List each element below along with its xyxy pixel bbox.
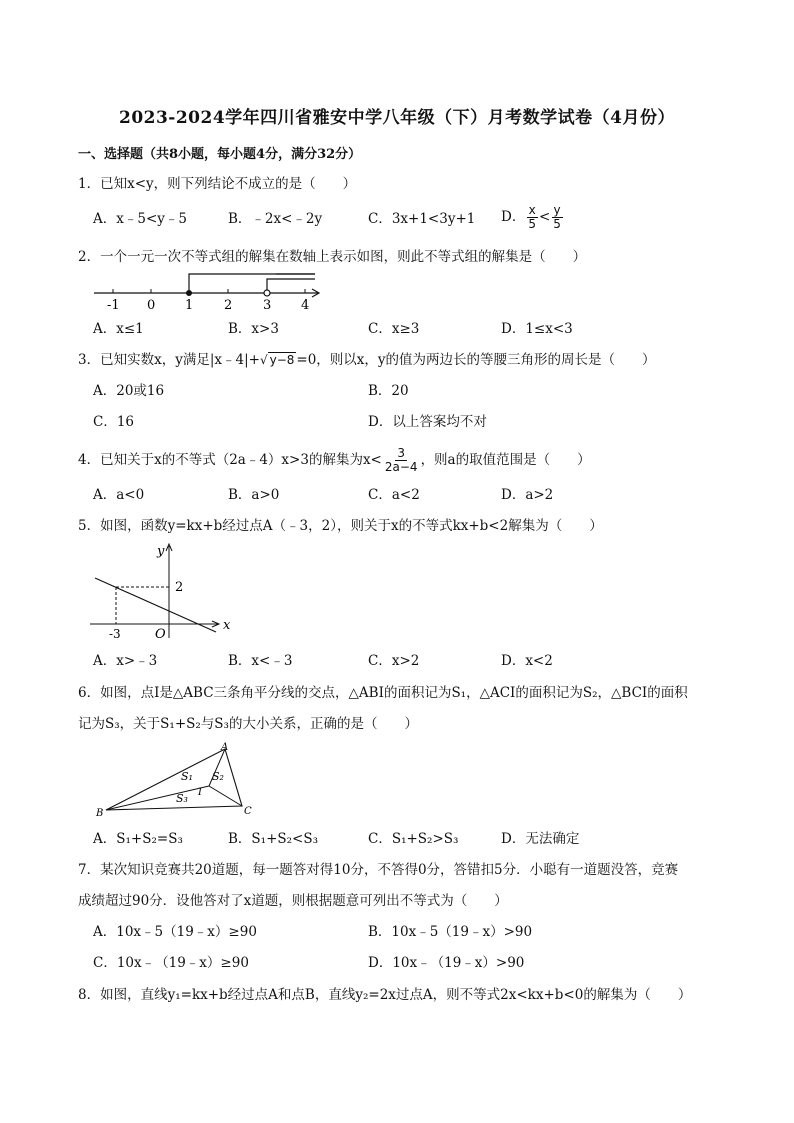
area-label-s3: S₃ bbox=[176, 792, 188, 805]
question-6-line-1: 6．如图，点I是△ABC三条角平分线的交点，△ABI的面积记为S₁，△ACI的面积记为S₂，△BCI的面积 bbox=[78, 685, 688, 701]
stem-part: ，则a的取值范围是（ ） bbox=[420, 452, 591, 468]
vertex-label-b: B bbox=[96, 808, 104, 819]
origin-label: O bbox=[155, 627, 166, 642]
question-1-option-c[interactable]: C．3x+1<3y+1 bbox=[368, 211, 476, 227]
solid-point bbox=[186, 290, 192, 296]
stem-part: 4．已知关于x的不等式（2a﹣4）x>3的解集为x< bbox=[78, 452, 382, 468]
question-3-option-b[interactable]: B．20 bbox=[368, 383, 409, 399]
question-1-stem: 1．已知x<y，则下列结论不成立的是（ ） bbox=[78, 176, 357, 192]
question-6-option-b[interactable]: B．S₁+S₂<S₃ bbox=[228, 831, 319, 847]
vertex-label-a: A bbox=[221, 742, 229, 753]
tick-label: 0 bbox=[147, 298, 156, 313]
question-6-line-2: 记为S₃，关于S₁+S₂与S₃的大小关系，正确的是（ ） bbox=[78, 716, 418, 732]
question-4-option-c[interactable]: C．a<2 bbox=[368, 487, 420, 503]
y-value-label: 2 bbox=[175, 580, 184, 595]
question-2-stem: 2．一个一元一次不等式组的解集在数轴上表示如图，则此不等式组的解集是（ ） bbox=[78, 249, 587, 265]
triangle-figure bbox=[92, 738, 262, 820]
question-3-option-c[interactable]: C．16 bbox=[93, 414, 135, 430]
question-1-option-a[interactable]: A．x﹣5<y﹣5 bbox=[93, 211, 187, 227]
option-d-prefix: D． bbox=[501, 209, 526, 225]
tick-label: 2 bbox=[224, 298, 233, 313]
segment-bi bbox=[106, 786, 209, 810]
tick-label: 3 bbox=[263, 298, 272, 313]
open-point bbox=[264, 290, 270, 296]
numerator: x bbox=[528, 203, 536, 217]
question-4-option-b[interactable]: B．a>0 bbox=[228, 487, 280, 503]
question-2-option-a[interactable]: A．x≤1 bbox=[93, 321, 144, 337]
question-1-option-b[interactable]: B．﹣2x<﹣2y bbox=[228, 211, 323, 227]
question-3-stem bbox=[78, 350, 656, 370]
question-5-option-b[interactable]: B．x<﹣3 bbox=[228, 653, 293, 669]
question-5-option-d[interactable]: D．x<2 bbox=[501, 653, 553, 669]
stem-part: =0，则以x，y的值为两边长的等腰三角形的周长是（ ） bbox=[296, 352, 656, 368]
area-label-s2: S₂ bbox=[212, 770, 224, 783]
square-root: √ y−8 bbox=[259, 353, 295, 367]
question-4-option-d[interactable]: D．a>2 bbox=[501, 487, 554, 503]
question-7-option-d[interactable]: D．10x﹣（19﹣x）>90 bbox=[368, 955, 525, 971]
fraction-x-over-5 bbox=[526, 204, 538, 231]
question-2-option-c[interactable]: C．x≥3 bbox=[368, 321, 420, 337]
tick-label: 1 bbox=[185, 298, 194, 313]
question-6-option-a[interactable]: A．S₁+S₂=S₃ bbox=[93, 831, 183, 847]
numerator: 3 bbox=[397, 446, 406, 460]
relation-symbol: < bbox=[538, 209, 551, 225]
solution-bracket-right bbox=[267, 279, 315, 293]
area-label-s1: S₁ bbox=[181, 770, 193, 783]
fraction-y-over-5 bbox=[551, 204, 563, 231]
question-7-option-c[interactable]: C．10x﹣（19﹣x）≥90 bbox=[93, 955, 249, 971]
vertex-label-c: C bbox=[244, 806, 252, 817]
question-6-option-d[interactable]: D．无法确定 bbox=[501, 831, 580, 847]
tick-label: 4 bbox=[301, 298, 310, 313]
question-7-option-b[interactable]: B．10x﹣5（19﹣x）>90 bbox=[368, 924, 533, 940]
denominator: 5 bbox=[553, 217, 561, 231]
y-axis-label: y bbox=[157, 544, 165, 559]
question-8-stem: 8．如图，直线y₁=kx+b经过点A和点B，直线y₂=2x过点A，则不等式2x<kx+b<0的解集为（ ） bbox=[78, 987, 692, 1003]
denominator: 2a−4 bbox=[384, 460, 418, 474]
fraction-3-over-2a-4 bbox=[383, 447, 420, 474]
exam-title: 2023-2024学年四川省雅安中学八年级（下）月考数学试卷（4月份） bbox=[118, 108, 675, 128]
question-4-stem bbox=[78, 447, 591, 474]
incenter-label-i: I bbox=[198, 787, 202, 798]
x-axis-label: x bbox=[223, 618, 231, 633]
x-value-label: -3 bbox=[109, 627, 121, 641]
question-3-option-d[interactable]: D．以上答案均不对 bbox=[368, 414, 487, 430]
question-5-stem: 5．如图，函数y=kx+b经过点A（﹣3，2），则关于x的不等式kx+b<2解集为（ ） bbox=[78, 518, 603, 534]
stem-part: 3．已知实数x，y满足|x﹣4|+ bbox=[78, 352, 260, 368]
question-7-option-a[interactable]: A．10x﹣5（19﹣x）≥90 bbox=[93, 924, 257, 940]
question-7-line-2: 成绩超过90分．设他答对了x道题，则根据题意可列出不等式为（ ） bbox=[78, 893, 508, 909]
question-3-option-a[interactable]: A．20或16 bbox=[93, 383, 165, 399]
question-1-option-d[interactable] bbox=[501, 204, 564, 231]
denominator: 5 bbox=[528, 217, 536, 231]
solution-bracket-left bbox=[189, 274, 315, 293]
number-line-figure bbox=[90, 268, 330, 314]
question-6-option-c[interactable]: C．S₁+S₂>S₃ bbox=[368, 831, 459, 847]
question-5-option-c[interactable]: C．x>2 bbox=[368, 653, 420, 669]
question-2-option-b[interactable]: B．x>3 bbox=[228, 321, 279, 337]
question-2-option-d[interactable]: D．1≤x<3 bbox=[501, 321, 573, 337]
question-7-line-1: 7．某次知识竞赛共20道题，每一题答对得10分，不答得0分，答错扣5分．小聪有一道题没答，竞赛 bbox=[78, 862, 679, 878]
question-5-option-a[interactable]: A．x>﹣3 bbox=[93, 653, 158, 669]
linear-function-graph bbox=[88, 540, 238, 642]
numerator: y bbox=[553, 203, 561, 217]
radicand: y−8 bbox=[269, 353, 295, 367]
tick-label: -1 bbox=[107, 298, 120, 313]
section-heading: 一、选择题（共8小题，每小题4分，满分32分） bbox=[78, 147, 362, 162]
question-4-option-a[interactable]: A．a<0 bbox=[93, 487, 145, 503]
